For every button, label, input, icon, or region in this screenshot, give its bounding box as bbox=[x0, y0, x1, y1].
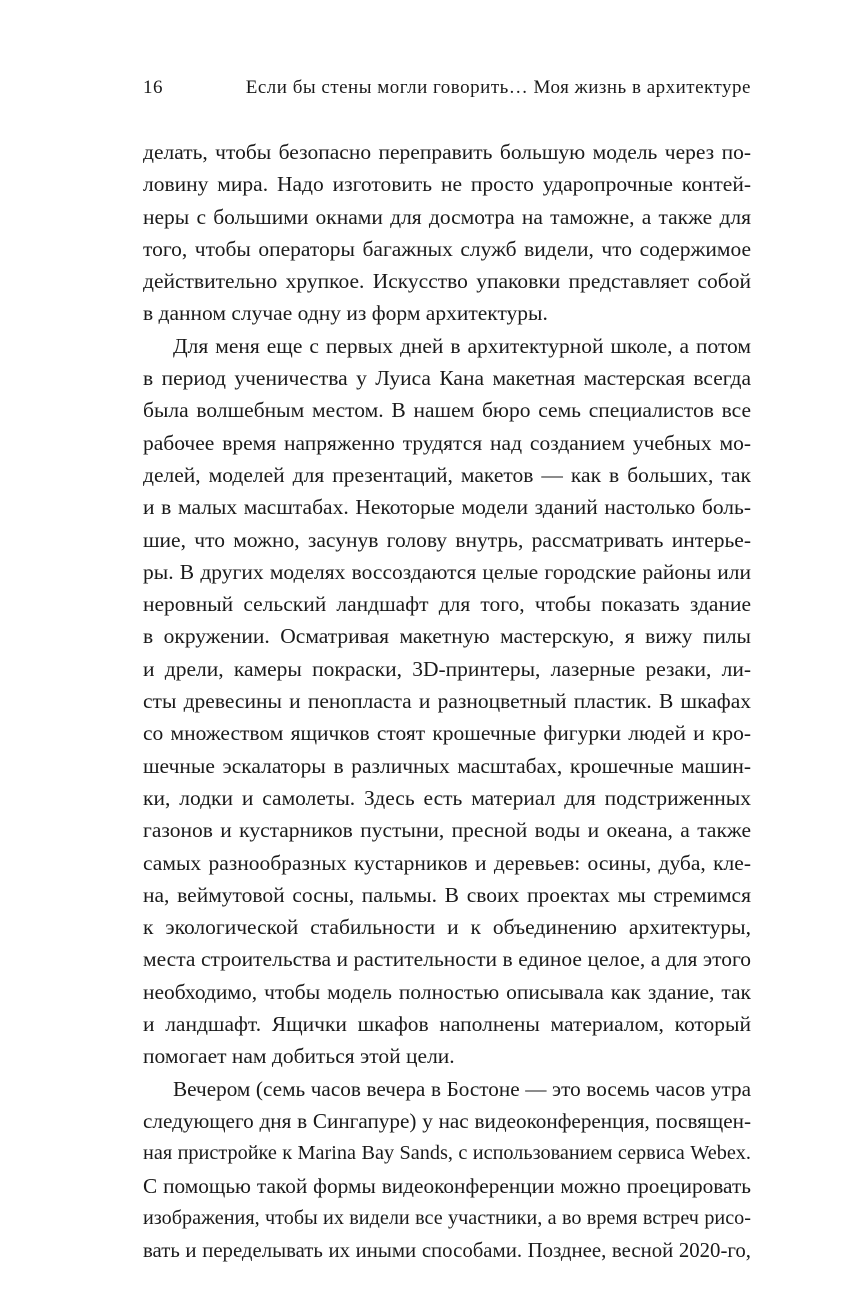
paragraph-2 bbox=[143, 330, 751, 1073]
text-line: в период ученичества у Луиса Кана макетная мастерская всегда bbox=[143, 366, 751, 391]
text-line: ная пристройке к Marina Bay Sands, с использованием сервиса Webex. bbox=[143, 1142, 751, 1165]
page-header bbox=[143, 74, 751, 102]
text-line: в окружении. Осматривая макетную мастерскую, я вижу пилы bbox=[143, 624, 751, 649]
text-line: рабочее время напряженно трудятся над созданием учебных мо- bbox=[143, 430, 751, 455]
text-line: необходимо, чтобы модель полностью описывала как здание, так bbox=[143, 979, 751, 1004]
paragraph-3 bbox=[143, 1073, 751, 1267]
text-line: делать, чтобы безопасно переправить большую модель через по- bbox=[143, 140, 751, 164]
text-line: и дрели, камеры покраски, 3D-принтеры, лазерные резаки, ли- bbox=[143, 656, 751, 681]
text-line: в данном случае одну из форм архитектуры. bbox=[143, 301, 548, 326]
text-line: помогает нам добиться этой цели. bbox=[143, 1044, 455, 1069]
paragraph-1 bbox=[143, 136, 751, 330]
text-line: Для меня еще с первых дней в архитектурной школе, а потом bbox=[173, 333, 751, 358]
text-line: изображения, чтобы их видели все участники, а во время встреч рисо- bbox=[143, 1206, 751, 1229]
text-line: шечные эскалаторы в различных масштабах, крошечные машин- bbox=[143, 753, 751, 778]
text-line: места строительства и растительности в единое целое, а для этого bbox=[143, 947, 751, 972]
text-line: была волшебным местом. В нашем бюро семь специалистов все bbox=[143, 398, 751, 423]
text-line: самых разнообразных кустарников и деревьев: осины, дуба, кле- bbox=[143, 850, 751, 875]
text-line: газонов и кустарников пустыни, пресной воды и океана, а также bbox=[143, 818, 751, 843]
text-line: С помощью такой формы видеоконференции можно проецировать bbox=[143, 1173, 751, 1198]
text-line: со множеством ящичков стоят крошечные фигурки людей и кро- bbox=[143, 721, 751, 746]
text-line: неры с большими окнами для досмотра на таможне, а также для bbox=[143, 204, 751, 229]
text-line: ловину мира. Надо изготовить не просто ударопрочные контей- bbox=[143, 172, 751, 197]
running-title: Если бы стены могли говорить… Моя жизнь в архитектуре bbox=[245, 77, 751, 98]
text-line: ры. В других моделях воссоздаются целые городские районы или bbox=[143, 559, 751, 584]
body-text bbox=[143, 136, 751, 1266]
page-number: 16 bbox=[143, 77, 163, 98]
text-line: и в малых масштабах. Некоторые модели зданий настолько боль- bbox=[143, 495, 751, 520]
text-line: неровный сельский ландшафт для того, чтобы показать здание bbox=[143, 592, 751, 617]
text-line: ки, лодки и самолеты. Здесь есть материал для подстриженных bbox=[143, 785, 751, 810]
text-line: действительно хрупкое. Искусство упаковки представляет собой bbox=[143, 269, 751, 294]
text-line: вать и переделывать их иными способами. Позднее, весной 2020-го, bbox=[143, 1238, 751, 1263]
text-line: того, чтобы операторы багажных служб видели, что содержимое bbox=[143, 236, 751, 261]
text-line: следующего дня в Сингапуре) у нас видеоконференция, посвящен- bbox=[143, 1108, 751, 1133]
text-line: на, веймутовой сосны, пальмы. В своих проектах мы стремимся bbox=[143, 882, 751, 907]
text-line: к экологической стабильности и к объединению архитектуры, bbox=[143, 915, 751, 940]
text-line: делей, моделей для презентаций, макетов — как в больших, так bbox=[143, 462, 751, 487]
text-line: Вечером (семь часов вечера в Бостоне — это восемь часов утра bbox=[173, 1076, 751, 1101]
text-line: и ландшафт. Ящички шкафов наполнены материалом, который bbox=[143, 1012, 751, 1037]
text-line: шие, что можно, засунув голову внутрь, рассматривать интерье- bbox=[143, 527, 751, 552]
text-line: сты древесины и пенопласта и разноцветный пластик. В шкафах bbox=[143, 689, 751, 714]
